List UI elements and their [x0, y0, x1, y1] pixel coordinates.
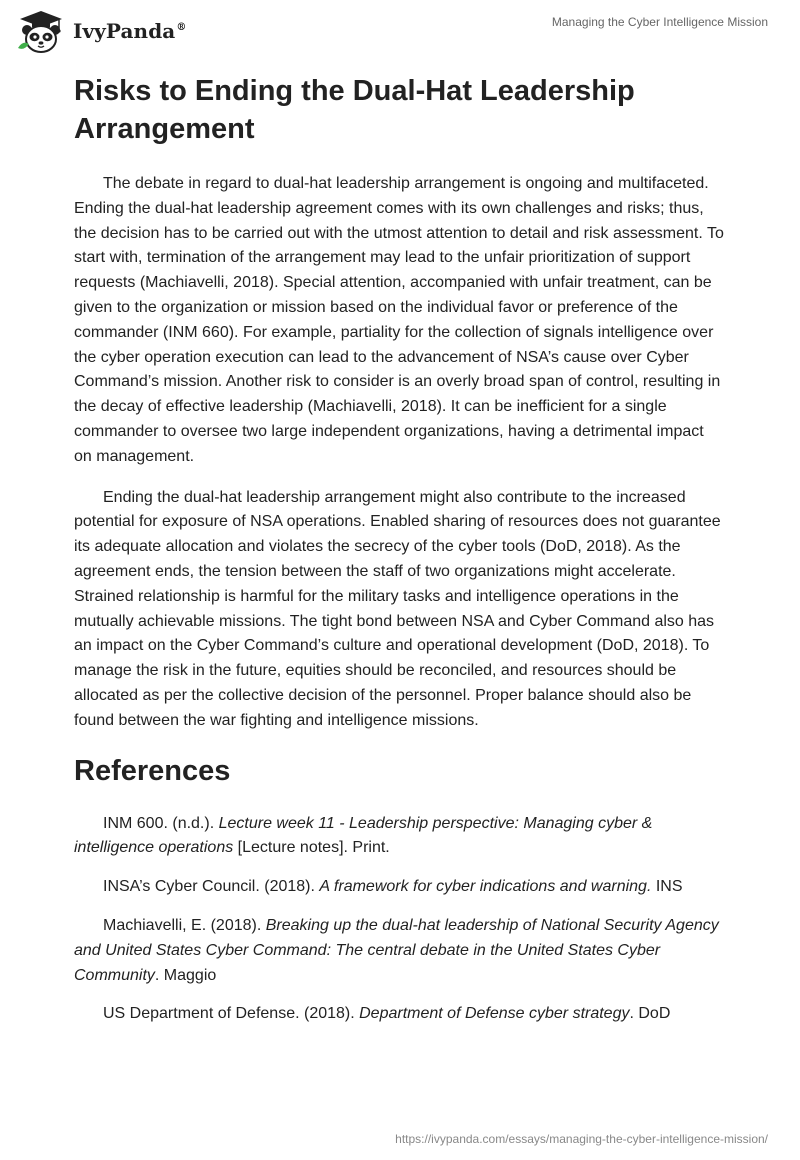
brand-logo[interactable]	[15, 8, 186, 54]
reference-item: INM 600. (n.d.). Lecture week 11 - Leadership perspective: Managing cyber & intelligence operations [Lecture notes]. Print.	[74, 814, 653, 857]
panda-mascot-icon	[15, 8, 67, 54]
source-url-link[interactable]: https://ivypanda.com/essays/managing-the-cyber-intelligence-mission/	[395, 1132, 768, 1146]
brand-name: IvyPanda®	[73, 19, 187, 43]
reference-item: INSA’s Cyber Council. (2018). A framework for cyber indications and warning. INS	[103, 878, 683, 896]
article-body	[74, 72, 724, 1027]
body-paragraph-1: The debate in regard to dual-hat leadership arrangement is ongoing and multifaceted. Ending the dual-hat leadership agreement comes with its own challenges and risks; thus, the decision has to be carried out with the utmost attention to detail and risk assessment. To start with, termination of the arrangement may lead to the unfair prioritization of support requests (Machiavelli, 2018). Special attention, accompanied with unfair treatment, can be given to the organization or mission based on the individual favor or preference of the commander (INM 660). For example, partiality for the collection of signals intelligence over the cyber operation execution can lead to the advancement of NSA’s cause over Cyber Command’s mission. Another risk to consider is an overly broad span of control, resulting in the decay of effective leadership (Machiavelli, 2018). It can be inefficient for a single commander to oversee two large independent organizations, having a detrimental impact on management.	[74, 175, 724, 465]
page-header	[0, 0, 800, 68]
body-paragraph-2: Ending the dual-hat leadership arrangement might also contribute to the increased potential for exposure of NSA operations. Enabled sharing of resources does not guarantee its adequate allocation and violates the secrecy of the cyber tools (DoD, 2018). As the agreement ends, the tension between the staff of two organizations might accelerate. Strained relationship is harmful for the military tasks and intelligence operations in the mutually achievable missions. The tight bond between NSA and Cyber Command also has an impact on the Cyber Command’s culture and operational development (DoD, 2018). To manage the risk in the future, equities should be reconciled, and resources should be allocated as per the collective decision of the personnel. Proper balance should also be found between the war fighting and intelligence missions.	[74, 488, 721, 729]
document-title: Managing the Cyber Intelligence Mission	[551, 15, 768, 29]
reference-item: US Department of Defense. (2018). Department of Defense cyber strategy. DoD	[103, 1005, 671, 1023]
reference-item: Machiavelli, E. (2018). Breaking up the dual-hat leadership of National Security Agency and United States Cyber Command: The central debate in the United States Cyber Community. Maggio	[74, 916, 719, 984]
section-heading: Risks to Ending the Dual-Hat Leadership Arrangement	[74, 75, 635, 145]
references-heading: References	[74, 754, 231, 787]
